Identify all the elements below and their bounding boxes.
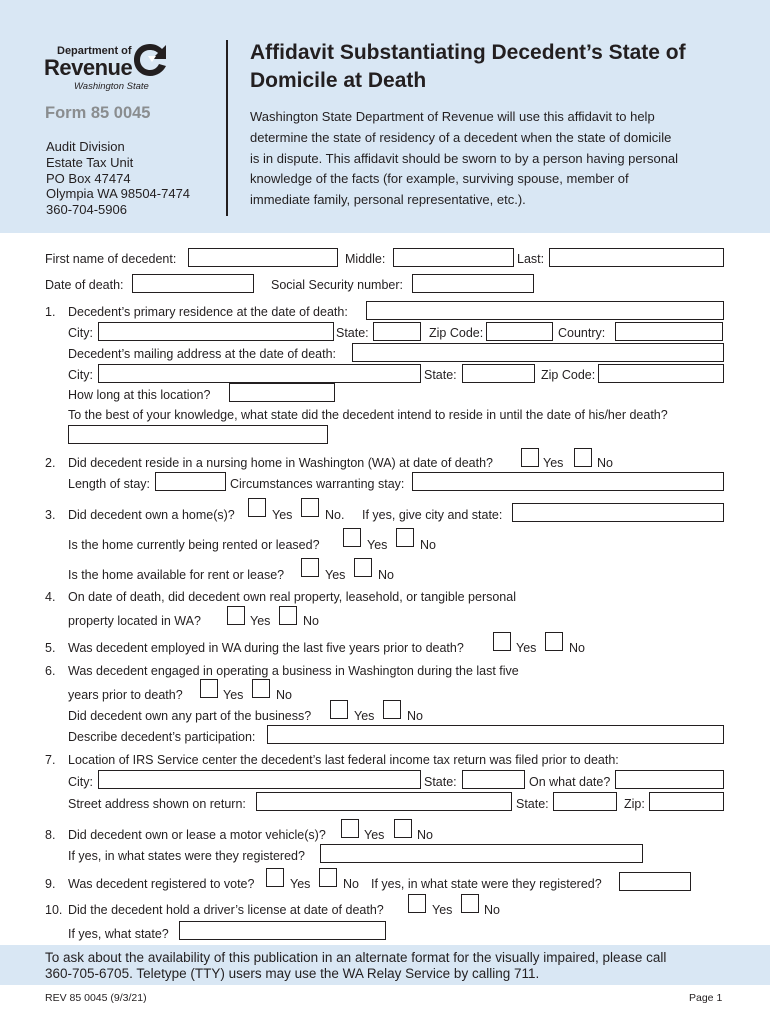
q9-yes-checkbox[interactable]	[266, 868, 284, 887]
ssn-field[interactable]	[412, 274, 534, 293]
q1-city2-label: City:	[68, 368, 93, 382]
q6-no-label: No	[276, 688, 292, 702]
rented-no-label: No	[420, 538, 436, 552]
participation-field[interactable]	[267, 725, 724, 744]
q4-no-checkbox[interactable]	[279, 606, 297, 625]
q3-yes-label: Yes	[272, 508, 293, 522]
q10-no-checkbox[interactable]	[461, 894, 479, 913]
home-city-state-field[interactable]	[512, 503, 724, 522]
q7-state2-label: State:	[516, 797, 549, 811]
q2-number: 2.	[45, 456, 56, 470]
q9-number: 9.	[45, 877, 56, 891]
irs-state-field[interactable]	[462, 770, 525, 789]
logo-department-text: Department of	[57, 45, 132, 57]
q6-no-checkbox[interactable]	[252, 679, 270, 698]
rented-yes-checkbox[interactable]	[343, 528, 361, 547]
address-line: 360-704-5906	[46, 202, 127, 217]
q4-yes-label: Yes	[250, 614, 271, 628]
irs-date-field[interactable]	[615, 770, 724, 789]
q5-number: 5.	[45, 641, 56, 655]
q4-no-label: No	[303, 614, 319, 628]
q8-no-checkbox[interactable]	[394, 819, 412, 838]
q3-question: Did decedent own a home(s)?	[68, 508, 235, 522]
first-name-label: First name of decedent:	[45, 252, 177, 266]
q6-question-line1: Was decedent engaged in operating a business in Washington during the last five	[68, 664, 519, 678]
revenue-logo-icon	[131, 40, 169, 80]
q3-rented-label: Is the home currently being rented or leased?	[68, 538, 320, 552]
mailing-zip-field[interactable]	[598, 364, 724, 383]
intro-line: knowledge of the facts (for example, surviving spouse, member of	[250, 171, 629, 186]
q2-no-checkbox[interactable]	[574, 448, 592, 467]
q5-yes-checkbox[interactable]	[493, 632, 511, 651]
q1-state2-label: State:	[424, 368, 457, 382]
q7-question: Location of IRS Service center the decedent’s last federal income tax return was filed prior to death:	[68, 753, 619, 767]
primary-country-field[interactable]	[615, 322, 723, 341]
q3-no-label: No.	[325, 508, 345, 522]
q8-question: Did decedent own or lease a motor vehicle(s)?	[68, 828, 326, 842]
middle-name-label: Middle:	[345, 252, 386, 266]
q8-registered-label: If yes, in what states were they registered?	[68, 849, 305, 863]
mailing-state-field[interactable]	[462, 364, 535, 383]
q9-no-label: No	[343, 877, 359, 891]
address-line: Estate Tax Unit	[46, 155, 134, 170]
q6-own-part-label: Did decedent own any part of the business?	[68, 709, 312, 723]
q8-yes-checkbox[interactable]	[341, 819, 359, 838]
mailing-city-field[interactable]	[98, 364, 421, 383]
own-part-yes-label: Yes	[354, 709, 375, 723]
intended-state-field[interactable]	[68, 425, 328, 444]
q1-mailing-label: Decedent’s mailing address at the date of death:	[68, 347, 336, 361]
primary-residence-field[interactable]	[366, 301, 724, 320]
q10-question: Did the decedent hold a driver’s license at date of death?	[68, 903, 384, 917]
circumstances-field[interactable]	[412, 472, 724, 491]
available-no-label: No	[378, 568, 394, 582]
q2-length-label: Length of stay:	[68, 477, 151, 491]
available-no-checkbox[interactable]	[354, 558, 372, 577]
form-revision: REV 85 0045 (9/3/21)	[45, 992, 147, 1004]
rented-no-checkbox[interactable]	[396, 528, 414, 547]
q6-question-line2: years prior to death?	[68, 688, 183, 702]
q9-no-checkbox[interactable]	[319, 868, 337, 887]
irs-street-field[interactable]	[256, 792, 512, 811]
page-number: Page 1	[689, 992, 723, 1004]
intro-line: is in dispute. This affidavit should be sworn to by a person having personal	[250, 151, 679, 166]
q1-number: 1.	[45, 305, 56, 319]
q5-yes-label: Yes	[516, 641, 537, 655]
vote-state-field[interactable]	[619, 872, 691, 891]
q1-how-long-label: How long at this location?	[68, 388, 211, 402]
q2-question: Did decedent reside in a nursing home in Washington (WA) at date of death?	[68, 456, 494, 470]
intro-line: immediate family, personal representative, etc.).	[250, 192, 526, 207]
q4-question-line1: On date of death, did decedent own real property, leasehold, or tangible personal	[68, 590, 516, 604]
q10-no-label: No	[484, 903, 500, 917]
q7-city-label: City:	[68, 775, 93, 789]
q9-yes-label: Yes	[290, 877, 311, 891]
q5-no-label: No	[569, 641, 585, 655]
intro-line: Washington State Department of Revenue will use this affidavit to help	[250, 109, 655, 124]
length-of-stay-field[interactable]	[155, 472, 226, 491]
q6-number: 6.	[45, 664, 56, 678]
header-divider	[226, 40, 228, 216]
q2-yes-label: Yes	[543, 456, 564, 470]
q2-no-label: No	[597, 456, 613, 470]
q7-date-label: On what date?	[529, 775, 611, 789]
q7-number: 7.	[45, 753, 56, 767]
q4-yes-checkbox[interactable]	[227, 606, 245, 625]
address-line: PO Box 47474	[46, 171, 131, 186]
q1-zip-label: Zip Code:	[429, 326, 484, 340]
q10-yes-checkbox[interactable]	[408, 894, 426, 913]
q3-yes-checkbox[interactable]	[248, 498, 266, 517]
q10-what-state-label: If yes, what state?	[68, 927, 169, 941]
form-number: Form 85 0045	[45, 104, 151, 122]
q6-describe-label: Describe decedent’s participation:	[68, 730, 256, 744]
ssn-label: Social Security number:	[271, 278, 404, 292]
notice-line: 360-705-6705. Teletype (TTY) users may use the WA Relay Service by calling 711.	[45, 966, 540, 981]
page-title-line2: Domicile at Death	[250, 69, 427, 92]
primary-zip-field[interactable]	[486, 322, 553, 341]
irs-zip-field[interactable]	[649, 792, 724, 811]
page-title: Affidavit Substantiating Decedent’s State of	[250, 41, 686, 64]
own-part-no-checkbox[interactable]	[383, 700, 401, 719]
q3-number: 3.	[45, 508, 56, 522]
q8-no-label: No	[417, 828, 433, 842]
q3-available-label: Is the home available for rent or lease?	[68, 568, 285, 582]
q10-number: 10.	[45, 903, 63, 917]
q5-question: Was decedent employed in WA during the last five years prior to death?	[68, 641, 464, 655]
primary-state-field[interactable]	[373, 322, 421, 341]
license-state-field[interactable]	[179, 921, 386, 940]
q9-question: Was decedent registered to vote?	[68, 877, 255, 891]
q1-zip2-label: Zip Code:	[541, 368, 596, 382]
primary-city-field[interactable]	[98, 322, 334, 341]
date-of-death-field[interactable]	[132, 274, 254, 293]
last-name-label: Last:	[517, 252, 545, 266]
q9-if-yes-label: If yes, in what state were they registered?	[371, 877, 602, 891]
q4-number: 4.	[45, 590, 56, 604]
q3-if-yes-label: If yes, give city and state:	[362, 508, 503, 522]
own-part-no-label: No	[407, 709, 423, 723]
date-of-death-label: Date of death:	[45, 278, 124, 292]
irs-city-field[interactable]	[98, 770, 421, 789]
q1-primary-residence-label: Decedent’s primary residence at the date of death:	[68, 305, 348, 319]
address-line: Olympia WA 98504-7474	[46, 186, 191, 201]
how-long-field[interactable]	[229, 383, 335, 402]
q7-street-label: Street address shown on return:	[68, 797, 246, 811]
q2-circumstances-label: Circumstances warranting stay:	[230, 477, 405, 491]
first-name-field[interactable]	[188, 248, 338, 267]
irs-state2-field[interactable]	[553, 792, 617, 811]
q3-no-checkbox[interactable]	[301, 498, 319, 517]
q1-state-label: State:	[336, 326, 369, 340]
q6-yes-label: Yes	[223, 688, 244, 702]
own-part-yes-checkbox[interactable]	[330, 700, 348, 719]
q7-zip-label: Zip:	[624, 797, 645, 811]
vehicle-states-field[interactable]	[320, 844, 643, 863]
address-line: Audit Division	[46, 139, 125, 154]
q4-question-line2: property located in WA?	[68, 614, 201, 628]
q7-state-label: State:	[424, 775, 457, 789]
q2-yes-checkbox[interactable]	[521, 448, 539, 467]
q8-yes-label: Yes	[364, 828, 385, 842]
rented-yes-label: Yes	[367, 538, 388, 552]
q1-intend-label: To the best of your knowledge, what state did the decedent intend to reside in until the date of his/her death?	[68, 408, 668, 422]
logo-revenue-text: Revenue	[44, 55, 133, 80]
last-name-field[interactable]	[549, 248, 724, 267]
q6-yes-checkbox[interactable]	[200, 679, 218, 698]
available-yes-label: Yes	[325, 568, 346, 582]
q5-no-checkbox[interactable]	[545, 632, 563, 651]
notice-line: To ask about the availability of this publication in an alternate format for the visually impaired, please call	[45, 950, 667, 965]
middle-name-field[interactable]	[393, 248, 514, 267]
intro-line: determine the state of residency of a decedent when the state of domicile	[250, 130, 672, 145]
q8-number: 8.	[45, 828, 56, 842]
q10-yes-label: Yes	[432, 903, 453, 917]
q1-country-label: Country:	[558, 326, 606, 340]
logo-state-text: Washington State	[74, 81, 149, 92]
q1-city-label: City:	[68, 326, 93, 340]
mailing-address-field[interactable]	[352, 343, 724, 362]
available-yes-checkbox[interactable]	[301, 558, 319, 577]
